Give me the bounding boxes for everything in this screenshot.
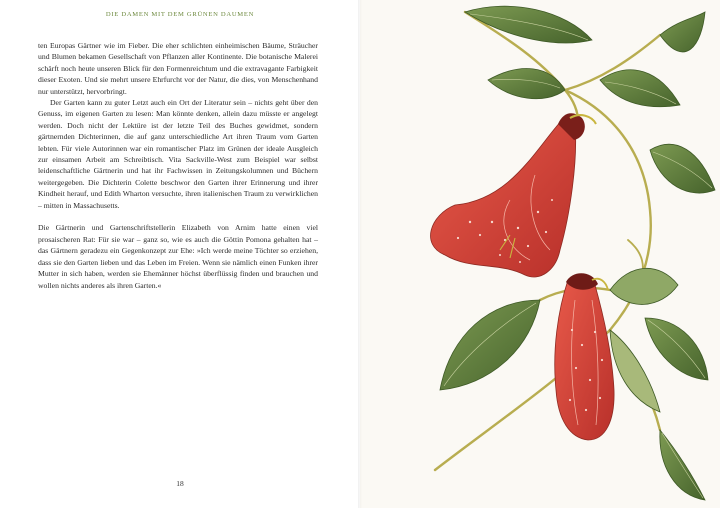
flower-icon <box>555 273 614 440</box>
leaf <box>488 69 565 99</box>
botanical-illustration <box>360 0 720 508</box>
paragraph-1: ten Europas Gärtner wie im Fieber. Die eher schlichten einheimischen Bäume, Sträucher und Blumen bekamen Gesellschaft von Pflanzen aller Kontinente. Die botanische Malerei schärft noch heute unseren Blick für den Formenreichtum und die extravagante Farbigkeit dieser Exoten. Und sie mehrt unsere Ehrfurcht vor der Natur, die dies, von Menschenhand nur unterstützt, hervorbringt. <box>38 41 318 96</box>
leaf <box>650 144 715 193</box>
leaf <box>645 318 708 380</box>
paragraph-2: Der Garten kann zu guter Letzt auch ein Ort der Literatur sein – nichts geht über den Genuss, im eigenen Garten zu lesen: Man könnte denken, allein dazu müsste er angelegt werden. Doch nicht der Lektüre ist der letzte Teil des Buches gewidmet, sondern gärtnernden Dichterinnen, die auf ganz unterschiedliche Art ihren Traum vom Garten lebten. Für viele Autorinnen war ein romantischer Platz im Grünen der ideale Ausgleich zur einsamen Arbeit am Schreibtisch. Vita Sackville-West zum Beispiel war selbst leidenschaftliche Gärtnerin und hat ihr Fachwissen in Zeitungskolumnen und Büchern weitergegeben. Die Dichterin Colette beschwor den Garten ihrer Erinnerung und ihrer Kindheit herauf, und Edith Wharton versuchte, ihren italienischen Traum zu verwirklichen – mitten in Massachusetts. <box>38 98 318 210</box>
leaf <box>610 268 678 304</box>
leaf <box>600 70 680 107</box>
paragraph-3: Die Gärtnerin und Gartenschriftstellerin Elizabeth von Arnim hatte einen viel prosaischeren Rat: Für sie war – ganz so, wie es auch die Göttin Pomona gehalten hat – das Gärtnern geradezu ein Gegenkonzept zur Ehe: »Ich werde meine Töchter so erziehen, dass sie den Garten lieben und das Leben im Freien. Wenn sie nämlich einen Funken ihrer Mutter in sich haben, werden sie Ehemänner höchst überflüssig finden und brauchen und wollen nichts anderes als ihren Garten.« <box>38 223 318 290</box>
leaf <box>440 300 540 390</box>
leaf <box>610 330 660 412</box>
running-head: DIE DAMEN MIT DEM GRÜNEN DAUMEN <box>105 11 255 18</box>
leaf <box>660 12 705 52</box>
body-text <box>38 40 318 291</box>
right-page <box>360 0 720 508</box>
flower-icon <box>431 113 596 277</box>
book-gutter <box>358 0 362 508</box>
page-number: 18 <box>176 479 184 488</box>
